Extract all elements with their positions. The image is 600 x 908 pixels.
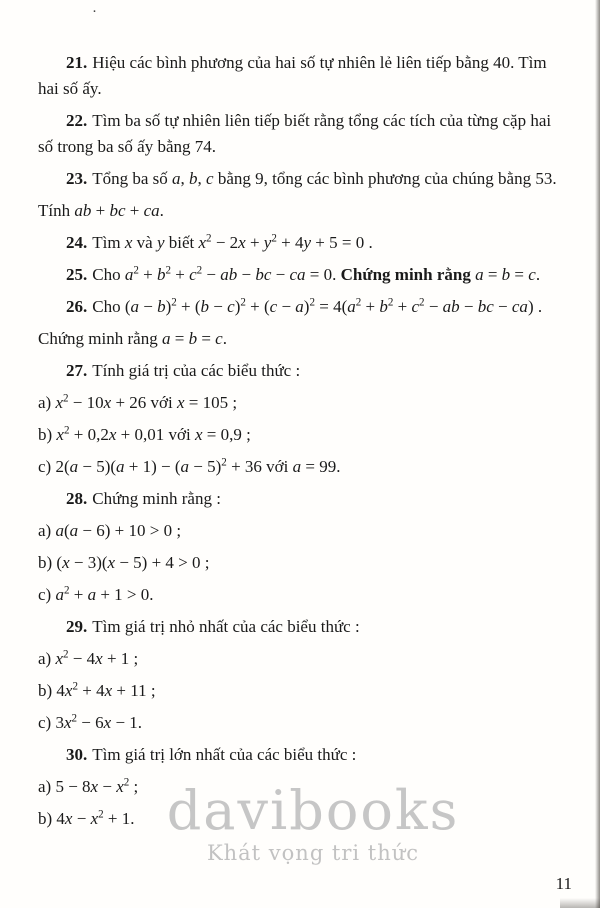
watermark-slogan: Khát vọng tri thức xyxy=(206,841,420,865)
problem-28-item-a: a) a(a − 6) + 10 > 0 ; xyxy=(38,521,182,540)
scan-corner-shadow xyxy=(560,898,600,908)
problem-23-continuation: Tính ab + bc + ca. xyxy=(38,201,164,220)
problem-28-text: Chứng minh rằng : xyxy=(92,489,221,508)
problem-30-item-a: a) $5 - 8x - x^2$ ; xyxy=(38,776,139,796)
problem-23-number: 23. xyxy=(66,169,88,188)
problem-22-text: Tìm ba số tự nhiên liên tiếp biết rằng tổng các tích của từng cặp hai số trong ba số ấy bằng 74. xyxy=(38,111,552,156)
scan-edge-shadow xyxy=(595,0,600,908)
problem-26-number: 26. xyxy=(66,297,88,316)
problem-24 xyxy=(38,230,566,256)
problem-29-number: 29. xyxy=(66,617,88,636)
problem-26-text: Cho $(a - b)^2 + (b - c)^2 + (c - a)^2 = 4(a^2 + b^2 + c^2$ − ab − bc − ca) . xyxy=(92,296,543,316)
exercise-list xyxy=(38,50,566,842)
problem-29-item-c: c) $3x^2 - 6x - 1$. xyxy=(38,712,143,732)
problem-25-number: 25. xyxy=(66,265,88,284)
watermark-brand: davibooks xyxy=(166,779,460,842)
problem-27-item-c: c) $2(a - 5)(a + 1) - (a - 5)^2 + 36$ với a = 99. xyxy=(38,456,341,476)
page-number: 11 xyxy=(555,874,572,893)
problem-27-item-a: a) $x^2 - 10x + 26$ với x = 105 ; xyxy=(38,392,238,412)
problem-28-number: 28. xyxy=(66,489,88,508)
problem-30-number: 30. xyxy=(66,745,88,764)
problem-29 xyxy=(38,614,566,640)
problem-26 xyxy=(38,294,566,320)
problem-29-item-b: b) $4x^2 + 4x + 11$ ; xyxy=(38,680,156,700)
problem-29-text: Tìm giá trị nhỏ nhất của các biểu thức : xyxy=(92,617,360,636)
problem-28 xyxy=(38,486,566,512)
problem-27 xyxy=(38,358,566,384)
problem-21-number: 21. xyxy=(66,53,88,72)
problem-24-number: 24. xyxy=(66,233,88,252)
problem-30 xyxy=(38,742,566,768)
problem-23 xyxy=(38,166,566,192)
stray-print-mark: · xyxy=(92,4,97,20)
problem-25 xyxy=(38,262,566,288)
problem-27-number: 27. xyxy=(66,361,88,380)
problem-21 xyxy=(38,50,566,102)
problem-21-text: Hiệu các bình phương của hai số tự nhiên lẻ liên tiếp bằng 40. Tìm hai số ấy. xyxy=(38,53,547,98)
problem-28-item-b: b) (x − 3)(x − 5) + 4 > 0 ; xyxy=(38,553,210,572)
problem-28-item-c: c) $a^2 + a + 1 > 0$. xyxy=(38,584,154,604)
problem-27-item-b: b) $x^2 + 0,2x + 0,01$ với x = 0,9 ; xyxy=(38,424,251,444)
problem-22 xyxy=(38,108,566,160)
problem-25-text: Cho $a^2 + b^2 + c^2$ − ab − bc − ca = 0. Chứng minh rằng a = b = c. xyxy=(92,264,541,284)
problem-30-item-b: b) $4x - x^2 + 1$. xyxy=(38,808,135,828)
problem-29-item-a: a) $x^2 - 4x + 1$ ; xyxy=(38,648,139,668)
problem-30-text: Tìm giá trị lớn nhất của các biểu thức : xyxy=(92,745,357,764)
problem-23-text: Tổng ba số a, b, c bằng 9, tổng các bình phương của chúng bằng 53. xyxy=(92,169,557,188)
problem-24-text: Tìm x và y biết $x^2 - 2x + y^2 + 4y + 5 = 0$ . xyxy=(92,232,373,252)
problem-27-text: Tính giá trị của các biểu thức : xyxy=(92,361,301,380)
problem-26-continuation: Chứng minh rằng a = b = c. xyxy=(38,329,227,348)
problem-22-number: 22. xyxy=(66,111,88,130)
